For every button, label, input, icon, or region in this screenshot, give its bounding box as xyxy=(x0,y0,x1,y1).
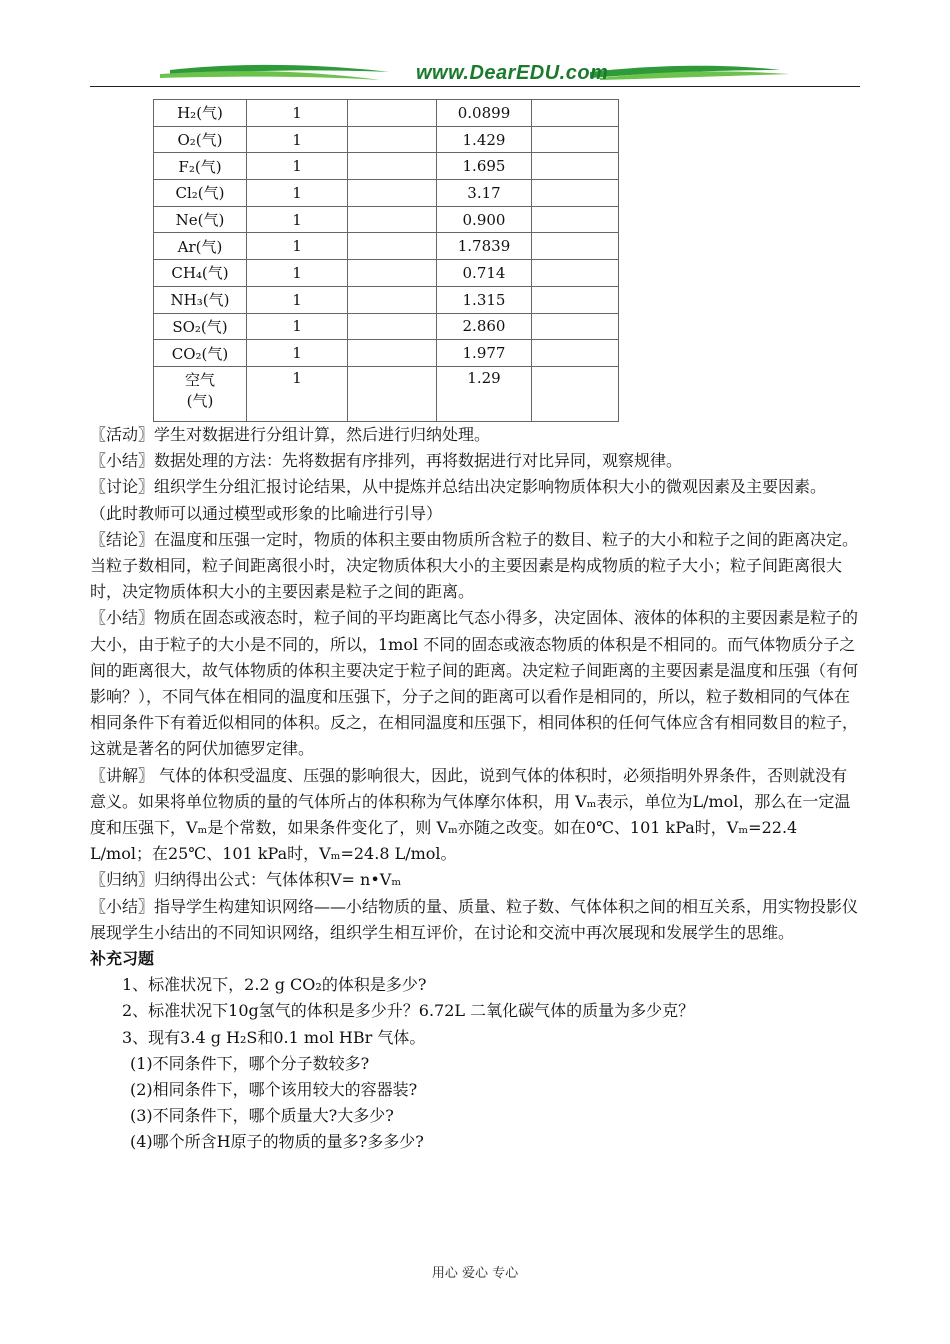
table-cell: 1 xyxy=(247,366,348,421)
table-row xyxy=(154,260,619,287)
exercise-subitem: (3)不同条件下，哪个质量大?大多少? xyxy=(130,1106,394,1126)
table-cell xyxy=(348,180,437,207)
exercise-subitem: (2)相同条件下，哪个该用较大的容器装? xyxy=(130,1080,418,1100)
table-cell xyxy=(348,206,437,233)
header-rule xyxy=(90,86,860,87)
table-cell: 2.860 xyxy=(437,313,532,340)
gas-density-table xyxy=(153,99,619,422)
table-row xyxy=(154,233,619,260)
table-cell xyxy=(532,100,619,127)
paragraph: 〖小结〗指导学生构建知识网络——小结物质的量、质量、粒子数、气体体积之间的相互关系，用实物投影仪展现学生小结出的不同知识网络，组织学生相互评价，在讨论和交流中再次展现和发展学生的思维。 xyxy=(90,896,859,942)
table-cell xyxy=(348,100,437,127)
table-cell: H₂(气) xyxy=(154,100,247,127)
table-row xyxy=(154,126,619,153)
table-cell xyxy=(348,260,437,287)
table-cell: 1.29 xyxy=(437,366,532,421)
table-cell xyxy=(348,233,437,260)
table-row xyxy=(154,286,619,313)
table-cell: O₂(气) xyxy=(154,126,247,153)
table-cell: 1 xyxy=(247,100,348,127)
table-cell: 1 xyxy=(247,126,348,153)
table-cell: Ne(气) xyxy=(154,206,247,233)
page-footer: 用心 爱心 专心 xyxy=(431,1266,519,1281)
table-cell: SO₂(气) xyxy=(154,313,247,340)
table-cell xyxy=(532,313,619,340)
table-row xyxy=(154,153,619,180)
gas-name-line: 空气 xyxy=(184,370,215,389)
table-cell: CH₄(气) xyxy=(154,260,247,287)
table-cell xyxy=(532,340,619,367)
table-row xyxy=(154,100,619,127)
exercise-item: 2、标准状况下10g氢气的体积是多少升？6.72L 二氧化碳气体的质量为多少克？ xyxy=(122,1001,695,1021)
table-cell xyxy=(532,206,619,233)
table-row xyxy=(154,313,619,340)
table-cell: 1.429 xyxy=(437,126,532,153)
exercises-heading: 补充习题 xyxy=(90,949,155,969)
table-cell xyxy=(532,233,619,260)
paragraph: （此时教师可以通过模型或形象的比喻进行引导） xyxy=(90,503,443,523)
table-row xyxy=(154,206,619,233)
table-cell xyxy=(532,260,619,287)
paragraph: 〖活动〗学生对数据进行分组计算，然后进行归纳处理。 xyxy=(90,425,491,444)
table-cell: 1.977 xyxy=(437,340,532,367)
exercise-item: 3、现有3.4 g H₂S和0.1 mol HBr 气体。 xyxy=(122,1027,426,1047)
table-row xyxy=(154,340,619,367)
table-cell: 1.695 xyxy=(437,153,532,180)
table-cell: 1 xyxy=(247,233,348,260)
table-cell xyxy=(348,313,437,340)
table-cell xyxy=(348,340,437,367)
table-cell: F₂(气) xyxy=(154,153,247,180)
table-cell: 1 xyxy=(247,260,348,287)
table-cell: 1 xyxy=(247,206,348,233)
table-cell: 1 xyxy=(247,180,348,207)
table-cell: Cl₂(气) xyxy=(154,180,247,207)
table-cell xyxy=(532,126,619,153)
table-cell xyxy=(532,153,619,180)
table-cell xyxy=(348,366,437,421)
lesson-body xyxy=(90,422,862,1156)
table-cell: 1 xyxy=(247,286,348,313)
table-cell: Ar(气) xyxy=(154,233,247,260)
paragraph: 〖讨论〗组织学生分组汇报讨论结果，从中提炼并总结出决定影响物质体积大小的微观因素及主要因素。 xyxy=(90,477,827,497)
table-cell: 0.714 xyxy=(437,260,532,287)
table-cell xyxy=(532,286,619,313)
table-cell: 1 xyxy=(247,153,348,180)
paragraph: 〖小结〗数据处理的方法：先将数据有序排列，再将数据进行对比异同，观察规律。 xyxy=(90,451,683,471)
table-cell: NH₃(气) xyxy=(154,286,247,313)
table-row xyxy=(154,366,619,421)
table-cell xyxy=(348,126,437,153)
paragraph: 〖小结〗物质在固态或液态时，粒子间的平均距离比气态小得多，决定固体、液体的体积的主要因素是粒子的大小，由于粒子的大小是不同的，所以，1mol 不同的固态或液态物质的体积是不相同的。而气体物质分子之间的距离很大，故气体物质的体积主要决定于粒子间的距离。决定粒子间距离的主要因素是温度和压强（有何影响？），不同气体在相同的温度和压强下，分子之间的距离可以看作是相同的，所以，粒子数相同的气体在相同条件下有着近似相同的体积。反之，在相同温度和压强下，相同体积的任何气体应含有相同数目的粒子，这就是著名的阿伏加德罗定律。 xyxy=(90,608,859,759)
table-cell: 1 xyxy=(247,340,348,367)
table-cell xyxy=(532,180,619,207)
exercise-subitem: (4)哪个所含H原子的物质的量多?多多少? xyxy=(130,1132,424,1152)
table-cell: 3.17 xyxy=(437,180,532,207)
table-cell xyxy=(532,366,619,421)
paragraph: 〖讲解〗 气体的体积受温度、压强的影响很大，因此，说到气体的体积时，必须指明外界条件，否则就没有意义。如果将单位物质的量的气体所占的体积称为气体摩尔体积，用 Vₘ表示，单位为L/mol，那么在一定温度和压强下，Vₘ是个常数，如果条件变化了，则 Vₘ亦随之改变。如在0℃、101 kPa时，Vₘ=22.4 L/mol；在25℃、101 kPa时，Vₘ=24.8 L/mol。 xyxy=(90,765,851,864)
table-cell xyxy=(348,286,437,313)
exercise-item: 1、标准状况下，2.2 g CO₂的体积是多少? xyxy=(122,975,427,995)
table-cell xyxy=(154,366,247,421)
table-row xyxy=(154,180,619,207)
table-cell: 1 xyxy=(247,313,348,340)
page-header xyxy=(90,58,860,92)
table-cell: 0.0899 xyxy=(437,100,532,127)
table-cell xyxy=(348,153,437,180)
table-cell: CO₂(气) xyxy=(154,340,247,367)
exercise-subitem: (1)不同条件下，哪个分子数较多? xyxy=(130,1053,370,1073)
table-cell: 0.900 xyxy=(437,206,532,233)
table-cell: 1.315 xyxy=(437,286,532,313)
gas-name-line: (气) xyxy=(186,391,214,410)
table-cell: 1.7839 xyxy=(437,233,532,260)
paragraph: 〖归纳〗归纳得出公式：气体体积V= n•Vₘ xyxy=(90,870,402,890)
paragraph: 〖结论〗在温度和压强一定时，物质的体积主要由物质所含粒子的数目、粒子的大小和粒子之间的距离决定。当粒子数相同，粒子间距离很小时，决定物质体积大小的主要因素是构成物质的粒子大小；粒子间距离很大时，决定物质体积大小的主要因素是粒子之间的距离。 xyxy=(90,529,859,602)
site-logo-text[interactable]: www.DearEDU.com xyxy=(416,62,609,84)
